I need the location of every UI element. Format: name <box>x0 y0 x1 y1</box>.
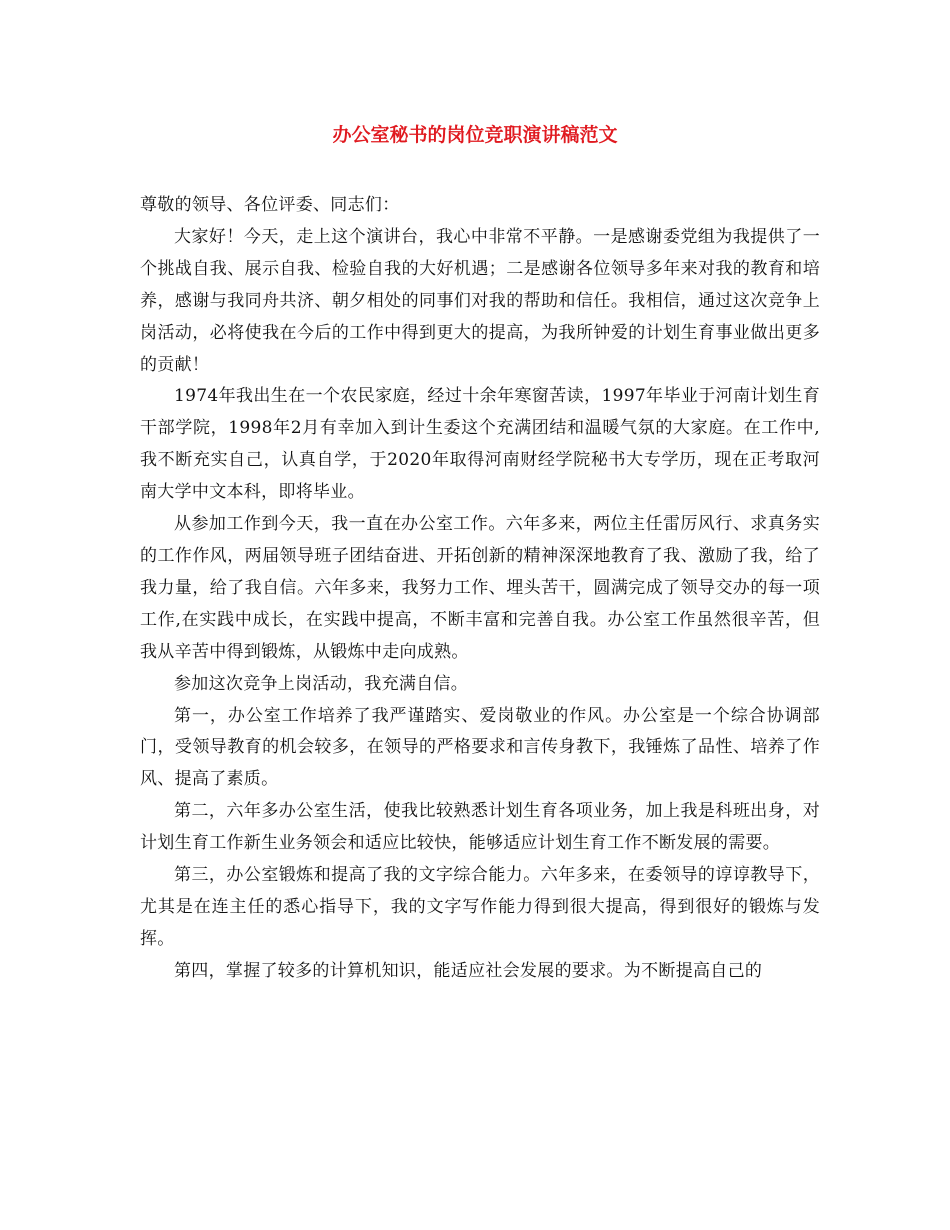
paragraph-work-experience: 从参加工作到今天，我一直在办公室工作。六年多来，两位主任雷厉风行、求真务实的工作作风，两届领导班子团结奋进、开拓创新的精神深深地教育了我、激励了我，给了我力量，给了我自信。六年多来，我努力工作、埋头苦干，圆满完成了领导交办的每一项工作,在实践中成长，在实践中提高，不断丰富和完善自我。办公室工作虽然很辛苦，但我从辛苦中得到锻炼，从锻炼中走向成熟。 <box>140 514 820 662</box>
paragraph-confidence: 参加这次竞争上岗活动，我充满自信。 <box>174 673 469 694</box>
paragraph-point-two: 第二，六年多办公室生活，使我比较熟悉计划生育各项业务，加上我是科班出身，对计划生育工作新生业务领会和适应比较快，能够适应计划生育工作不断发展的需要。 <box>140 801 820 854</box>
document-title: 办公室秘书的岗位竞职演讲稿范文 <box>332 124 618 146</box>
paragraph-point-three: 第三，办公室锻炼和提高了我的文字综合能力。六年多来，在委领导的谆谆教导下，尤其是在连主任的悉心指导下，我的文字写作能力得到很大提高，得到很好的锻炼与发挥。 <box>140 865 820 949</box>
document-body <box>140 190 820 988</box>
paragraph-point-one: 第一，办公室工作培养了我严谨踏实、爱岗敬业的作风。办公室是一个综合协调部门，受领导教育的机会较多，在领导的严格要求和言传身教下，我锤炼了品性、培养了作风、提高了素质。 <box>140 705 820 790</box>
paragraph-point-four: 第四，掌握了较多的计算机知识，能适应社会发展的要求。为不断提高自己的 <box>174 960 763 981</box>
salutation: 尊敬的领导、各位评委、同志们： <box>140 195 400 215</box>
paragraph-background: 1974年我出生在一个农民家庭，经过十余年寒窗苦读，1997年毕业于河南计划生育干部学院，1998年2月有幸加入到计生委这个充满团结和温暖气氛的大家庭。在工作中,我不断充实自己，认真自学，于2020年取得河南财经学院秘书大专学历，现在正考取河南大学中文本科，即将毕业。 <box>140 386 820 503</box>
paragraph-greeting: 大家好！今天，走上这个演讲台，我心中非常不平静。一是感谢委党组为我提供了一个挑战自我、展示自我、检验自我的大好机遇；二是感谢各位领导多年来对我的教育和培养，感谢与我同舟共济、朝夕相处的同事们对我的帮助和信任。我相信，通过这次竞争上岗活动，必将使我在今后的工作中得到更大的提高，为我所钟爱的计划生育事业做出更多的贡献！ <box>140 226 820 375</box>
